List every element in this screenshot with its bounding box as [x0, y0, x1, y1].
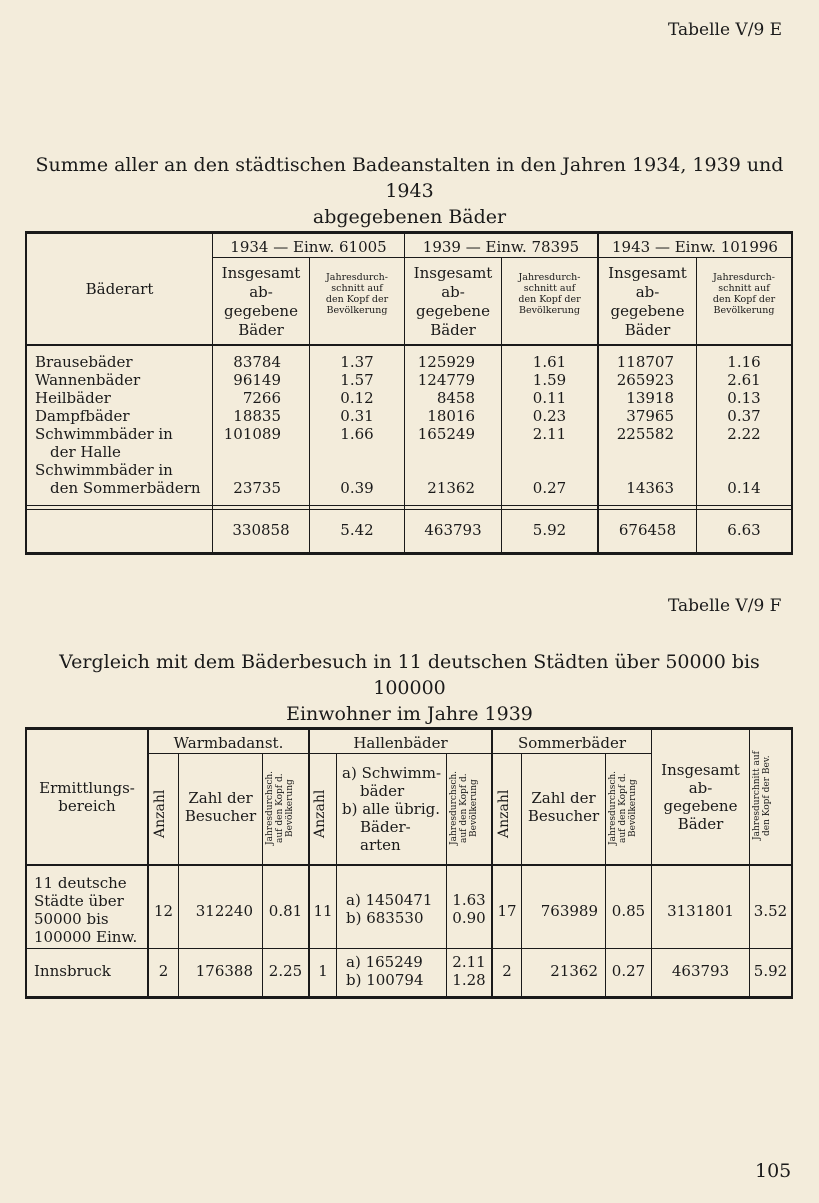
r2-hallen-anzahl: 1	[318, 962, 328, 980]
col-besucher-sommer: Zahl der Besucher	[527, 789, 600, 825]
r2-sommer-avg: 0.27	[611, 962, 646, 980]
cell-r2-c2: 8458	[436, 389, 475, 407]
r2-sommer-besucher: 21362	[550, 962, 598, 980]
r2-hallen-avg-a: 2.11	[452, 953, 486, 971]
r2-warm-avg: 2.25	[268, 962, 303, 980]
cell-r3-c5: 0.37	[727, 407, 761, 425]
subheader-avg-1939: Jahresdurch- schnitt auf den Kopf der Bevölkerung	[518, 272, 581, 316]
row-area-innsbruck: Innsbruck	[34, 962, 111, 980]
subheader-avg-1934: Jahresdurch- schnitt auf den Kopf der Bevölkerung	[325, 272, 389, 316]
col-anzahl-sommer: Anzahl	[496, 789, 512, 839]
cell-r2-c1: 0.12	[340, 389, 374, 407]
total-1934-avg: 5.42	[340, 521, 374, 539]
table-label-e: Tabelle V/9 E	[668, 20, 783, 40]
cell-r5-c1: 0.39	[340, 479, 374, 497]
cell-r3-c3: 0.23	[532, 407, 567, 425]
r1-hallen-avg-a: 1.63	[452, 891, 486, 909]
cell-r0-c1: 1.37	[340, 353, 374, 371]
cell-r2-c0: 7266	[242, 389, 281, 407]
cell-r0-c3: 1.61	[532, 353, 567, 371]
total-1934-abs: 330858	[232, 521, 290, 539]
r2-hallen-a: a) 165249	[346, 953, 423, 971]
col-avg-hallen: Jahresdurchsch. auf den Kopf d. Bevölkerung	[449, 770, 479, 846]
cell-r3-c1: 0.31	[340, 407, 374, 425]
row-name-3: Dampfbäder	[35, 407, 130, 425]
col-header-baederart: Bäderart	[85, 280, 154, 298]
row-area-11-staedte: 11 deutsche Städte über 50000 bis 100000 Einw.	[34, 874, 138, 946]
r1-hallen-anzahl: 11	[313, 902, 333, 920]
total-1943-abs: 676458	[618, 521, 677, 539]
year-header-1934: 1934 — Einw. 61005	[230, 238, 387, 256]
r2-warm-anzahl: 2	[158, 962, 169, 980]
subheader-avg-1943: Jahresdurch- schnitt auf den Kopf der Bevölkerung	[712, 272, 776, 316]
col-anzahl-hallen: Anzahl	[312, 789, 328, 839]
total-1943-avg: 6.63	[727, 521, 761, 539]
r2-hallen-avg-b: 1.28	[452, 971, 486, 989]
cell-r0-c2: 125929	[417, 353, 475, 371]
table-f-title	[20, 649, 799, 727]
cell-r0-c0: 83784	[233, 353, 281, 371]
cell-r3-c0: 18835	[233, 407, 281, 425]
cell-r4-c4: 225582	[616, 425, 674, 443]
col-header-area: Ermittlungs- bereich	[39, 779, 135, 815]
row-name-4: Schwimmbäder in der Halle	[35, 425, 173, 461]
r1-hallen-avg-b: 0.90	[452, 909, 486, 927]
cell-r4-c5: 2.22	[727, 425, 761, 443]
cell-r2-c3: 0.11	[532, 389, 567, 407]
r1-total-avg: 3.52	[753, 902, 788, 920]
r2-sommer-anzahl: 2	[502, 962, 512, 980]
cell-r5-c2: 21362	[427, 479, 475, 497]
r1-total: 3131801	[667, 902, 734, 920]
row-name-1: Wannenbäder	[35, 371, 141, 389]
year-header-1939: 1939 — Einw. 78395	[422, 238, 580, 256]
col-total: Insgesamt ab- gegebene Bäder	[661, 761, 740, 833]
table-e-title-line2: abgegebenen Bäder	[312, 206, 507, 228]
r1-sommer-anzahl: 17	[497, 902, 517, 920]
col-avg-warm: Jahresdurchsch. auf den Kopf d. Bevölkerung	[265, 770, 295, 846]
r2-total-avg: 5.92	[753, 962, 788, 980]
cell-r4-c0: 101089	[223, 425, 281, 443]
col-besucher-warm: Zahl der Besucher	[184, 789, 257, 825]
cell-r1-c1: 1.57	[340, 371, 374, 389]
group-header-hallen: Hallenbäder	[353, 734, 448, 752]
total-1939-avg: 5.92	[532, 521, 567, 539]
r1-warm-besucher: 312240	[195, 902, 253, 920]
col-total-avg: Jahresdurchnitt auf den Kopf der Bev.	[752, 751, 772, 841]
cell-r4-c1: 1.66	[340, 425, 374, 443]
r1-sommer-avg: 0.85	[611, 902, 646, 920]
cell-r0-c4: 118707	[616, 353, 674, 371]
subheader-total-1943: Insgesamt ab- gegebene Bäder	[608, 264, 687, 339]
r1-sommer-besucher: 763989	[540, 902, 598, 920]
col-anzahl-warm: Anzahl	[152, 789, 168, 839]
r1-warm-avg: 0.81	[268, 902, 303, 920]
year-header-1943: 1943 — Einw. 101996	[612, 238, 778, 256]
col-avg-sommer: Jahresdurchsch. auf den Kopf d. Bevölkerung	[608, 770, 638, 846]
subheader-total-1939: Insgesamt ab- gegebene Bäder	[413, 264, 493, 339]
cell-r4-c3: 2.11	[532, 425, 567, 443]
row-name-0: Brausebäder	[35, 353, 133, 371]
table-e-title	[20, 152, 799, 230]
cell-r1-c3: 1.59	[532, 371, 567, 389]
subheader-total-1934: Insgesamt ab- gegebene Bäder	[221, 264, 301, 339]
cell-r5-c4: 14363	[626, 479, 674, 497]
group-header-warm: Warmbadanst.	[173, 734, 284, 752]
cell-r3-c2: 18016	[427, 407, 475, 425]
r1-hallen-b: b) 683530	[346, 909, 424, 927]
cell-r1-c2: 124779	[417, 371, 475, 389]
cell-r1-c0: 96149	[233, 371, 281, 389]
page-number: 105	[755, 1160, 792, 1182]
r2-warm-besucher: 176388	[195, 962, 253, 980]
table-f-title-line2: Einwohner im Jahre 1939	[286, 703, 533, 725]
col-hallen-types: a) Schwimm- bäder b) alle übrig. Bäder- arten	[342, 764, 442, 854]
cell-r5-c0: 23735	[233, 479, 281, 497]
cell-r5-c3: 0.27	[532, 479, 567, 497]
cell-r3-c4: 37965	[626, 407, 674, 425]
cell-r2-c5: 0.13	[727, 389, 761, 407]
total-1939-abs: 463793	[424, 521, 482, 539]
row-name-2: Heilbäder	[35, 389, 111, 407]
cell-r1-c5: 2.61	[727, 371, 761, 389]
table-f-title-line1: Vergleich mit dem Bäderbesuch in 11 deutschen Städten über 50000 bis 100000	[59, 651, 760, 699]
r2-total: 463793	[671, 962, 730, 980]
cell-r2-c4: 13918	[626, 389, 674, 407]
r1-hallen-a: a) 1450471	[346, 891, 433, 909]
r1-warm-anzahl: 12	[153, 902, 174, 920]
table-e-title-line1: Summe aller an den städtischen Badeanstalten in den Jahren 1934, 1939 und 1943	[35, 154, 784, 202]
cell-r4-c2: 165249	[417, 425, 475, 443]
cell-r0-c5: 1.16	[727, 353, 761, 371]
cell-r1-c4: 265923	[616, 371, 674, 389]
cell-r5-c5: 0.14	[727, 479, 761, 497]
r2-hallen-b: b) 100794	[346, 971, 424, 989]
group-header-sommer: Sommerbäder	[518, 734, 626, 752]
table-label-f: Tabelle V/9 F	[668, 596, 782, 616]
row-name-5: Schwimmbäder in den Sommerbädern	[35, 461, 201, 497]
